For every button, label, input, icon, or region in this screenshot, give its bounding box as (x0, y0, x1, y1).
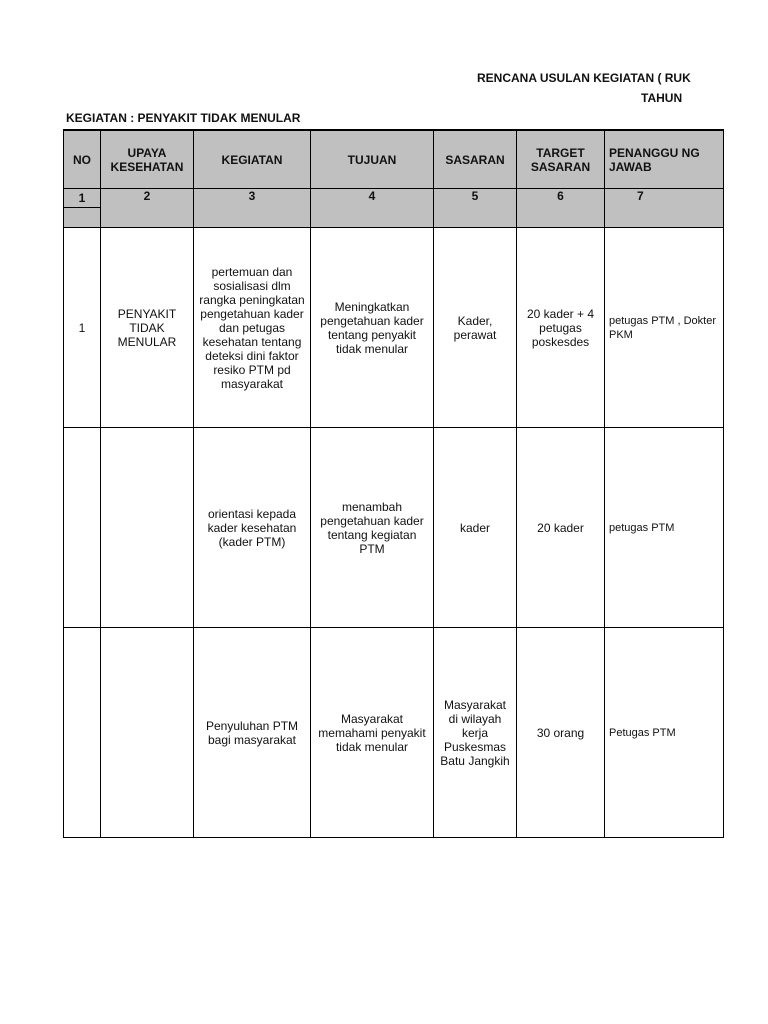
col-header-pj: PENANGGU NG JAWAB (605, 130, 724, 189)
cell-sasaran: kader (434, 428, 517, 628)
cell-pj: petugas PTM (605, 428, 724, 628)
col-header-upaya: UPAYA KESEHATAN (101, 130, 194, 189)
cell-pj: petugas PTM , Dokter PKM (605, 228, 724, 428)
cell-sasaran: Kader, perawat (434, 228, 517, 428)
col-number: 6 (517, 189, 605, 228)
cell-tujuan: Meningkatkan pengetahuan kader tentang penyakit tidak menular (311, 228, 434, 428)
col-header-no: NO (64, 130, 101, 189)
activity-table-container (63, 129, 716, 838)
cell-kegiatan: orientasi kepada kader kesehatan (kader PTM) (194, 428, 311, 628)
header-row (64, 130, 724, 189)
col-number: 1 (64, 189, 101, 208)
col-number: 3 (194, 189, 311, 228)
cell-no: 1 (64, 228, 101, 428)
activity-table (63, 129, 724, 838)
column-number-row (64, 189, 724, 208)
section-title: KEGIATAN : PENYAKIT TIDAK MENULAR (66, 111, 301, 125)
col-header-tujuan: TUJUAN (311, 130, 434, 189)
cell-target: 20 kader (517, 428, 605, 628)
table-row (64, 628, 724, 838)
cell-tujuan: Masyarakat memahami penyakit tidak menular (311, 628, 434, 838)
cell-target: 30 orang (517, 628, 605, 838)
cell-tujuan: menambah pengetahuan kader tentang kegiatan PTM (311, 428, 434, 628)
cell-upaya: PENYAKIT TIDAK MENULAR (101, 228, 194, 428)
cell-no (64, 428, 101, 628)
col-number: 7 (605, 189, 724, 228)
cell-no (64, 628, 101, 838)
col-header-kegiatan: KEGIATAN (194, 130, 311, 189)
col-number: 4 (311, 189, 434, 228)
col-header-target: TARGET SASARAN (517, 130, 605, 189)
col-number: 5 (434, 189, 517, 228)
table-row (64, 428, 724, 628)
document-title-year: TAHUN (641, 91, 683, 105)
document-title: RENCANA USULAN KEGIATAN ( RUK (477, 71, 691, 85)
cell-upaya (101, 428, 194, 628)
col-header-sasaran: SASARAN (434, 130, 517, 189)
cell-upaya (101, 628, 194, 838)
cell-kegiatan: pertemuan dan sosialisasi dlm rangka peningkatan pengetahuan kader dan petugas kesehatan tentang deteksi dini faktor resiko PTM pd masyarakat (194, 228, 311, 428)
col-number: 2 (101, 189, 194, 228)
table-row (64, 228, 724, 428)
cell-pj: Petugas PTM (605, 628, 724, 838)
blank-cell (64, 208, 101, 228)
cell-sasaran: Masyarakat di wilayah kerja Puskesmas Batu Jangkih (434, 628, 517, 838)
cell-kegiatan: Penyuluhan PTM bagi masyarakat (194, 628, 311, 838)
cell-target: 20 kader + 4 petugas poskesdes (517, 228, 605, 428)
